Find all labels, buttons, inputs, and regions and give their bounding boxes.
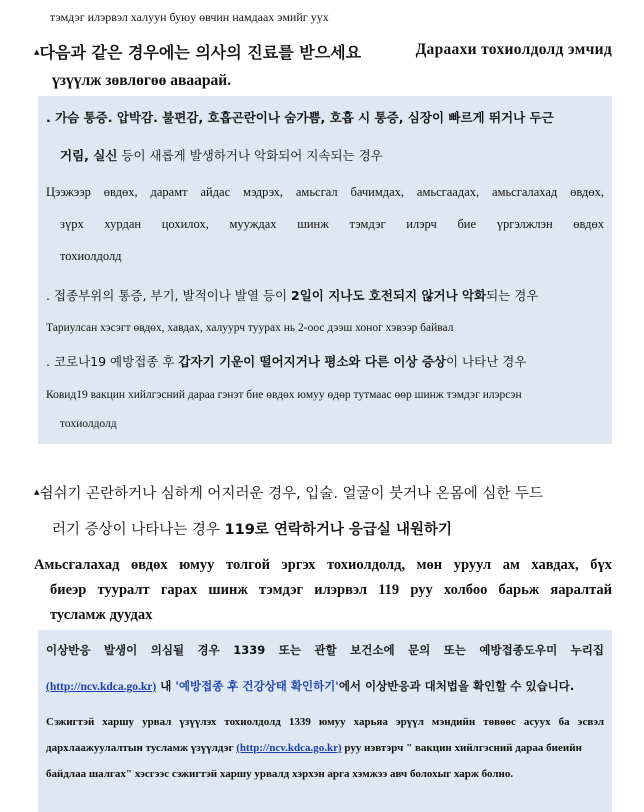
bullet-icon: ▴ [34,45,40,58]
item2-ko-post: 되는 경우 [486,288,539,303]
section3-ko-quote: '예방접종 후 건강상태 확인하기' [175,679,339,693]
section1-heading [34,40,612,63]
item1-ko-bold: 거림, 실신 [60,148,118,163]
section2-ko-line1 [34,482,612,503]
section1-heading-line2: үзүүлж зөвлөгөө аваарай. [52,72,232,89]
section2-ko-bold: 119로 연락하거나 응급실 내원하기 [224,522,453,538]
bullet-icon: ▴ [34,485,40,498]
item3-ko-bold: 갑자기 기운이 떨어지거나 평소와 다른 이상 증상 [178,354,446,369]
section2-mn-line2: биеэр тууралт гарах шинж тэмдэг илэрвэл 119 руу холбоо барьж яаралтай [50,582,612,598]
section3-ko-mid: 내 [156,679,176,693]
section2-mn-line1: Амьсгалахад өвдөх юмуу толгой эргэх тохиолдолд, мөн уруул ам хавдах, бүх [34,557,612,573]
section2-ko-line2 [52,518,452,539]
item2-ko-bold: 2일이 지나도 호전되지 않거나 악화 [291,288,487,303]
section3-box [38,630,612,812]
item1-ko-line2 [60,146,383,164]
section3-mn-post: руу нэвтэрч " вакцин хийлгэсний дараа биеийн [341,742,582,754]
section3-mn-line1: Сэжигтэй харшу урвал үзүүлэх тохиолдолд 1339 юмуу харьяа эрүүл мэндийн төвөөс асуух ба эсвэл [46,716,604,728]
item2-ko-pre: . 접종부위의 통증, 부기, 발적이나 발열 등이 [46,288,292,303]
item3-ko [46,352,526,370]
section3-mn-line3: байдлаа шалгах" хэсгээс сэжигтэй харшу урвалд хэрхэн арга хэмжээ авч болохыг харж болно. [46,768,514,780]
heading-ko: 다음과 같은 경우에는 의사의 진료를 받으세요 [39,43,362,62]
section3-ko-post: 에서 이상반응과 대처법을 확인할 수 있습니다. [338,679,575,693]
section1-box [38,96,612,444]
item3-mn-line2: тохиолдолд [60,418,117,430]
section2-ko-text: 쉼쉬기 곤란하거나 심하게 어지러운 경우, 입술. 얼굴이 붓거나 온몸에 심한 두드 [39,486,544,502]
section3-mn-line2 [46,742,582,754]
item1-mn-line3: тохиолдолд [60,249,122,263]
section3-ko-line2 [46,678,574,694]
ncv-link[interactable]: (http://ncv.kdca.go.kr) [46,681,157,693]
section2-ko-pre: 러기 증상이 나타나는 경우 [52,522,225,538]
top-line: тэмдэг илэрвэл халуун буюу өвчин намдаах эмийг уух [50,10,329,24]
item3-ko-pre: . 코로나19 예방접종 후 [46,354,179,369]
item1-ko-line1: . 가슴 통증. 압박감. 불편감, 호흡곤란이나 숨가쁨, 호흡 시 통증, 심장이 빠르게 뛰거나 두근 [46,110,554,125]
section2-mn-line3: тусламж дуудах [50,607,153,623]
item3-ko-post: 이 나타난 경우 [446,354,527,369]
item2-ko [46,286,538,304]
heading-mn-1: Дараахи тохиолдолд эмчид [415,41,612,58]
section3-ko-line1: 이상반응 발생이 의심될 경우 1339 또는 관할 보건소에 문의 또는 예방접종도우미 누리집 [46,643,604,657]
item1-mn-line1: Цээжээр өвдөх, дарамт айдас мэдрэх, амьсгал бачимдах, амьсгаадах, амьсгалахад өвдөх, [46,185,604,199]
ncv-link-mn[interactable]: (http://ncv.kdca.go.kr) [236,742,342,754]
item1-mn-line2: зүрх хурдан цохилох, мууждах шинж тэмдэг илэрч бие үргэлжлэн өвдөх [60,217,604,231]
item2-mn: Тариулсан хэсэгт өвдөх, хавдах, халуурч туурах нь 2-оос дээш хоног хэвээр байвал [46,322,454,334]
section3-mn-pre: дархлаажуулалтын тусламж үзүүлдэг [46,742,237,754]
item3-mn-line1: Ковид19 вакцин хийлгэсний дараа гэнэт бие өвдөх юмуу өдөр тутмаас өөр шинж тэмдэг илэрсэн [46,389,522,401]
item1-ko-rest: 등이 새롭게 발생하거나 악화되어 지속되는 경우 [117,148,383,163]
